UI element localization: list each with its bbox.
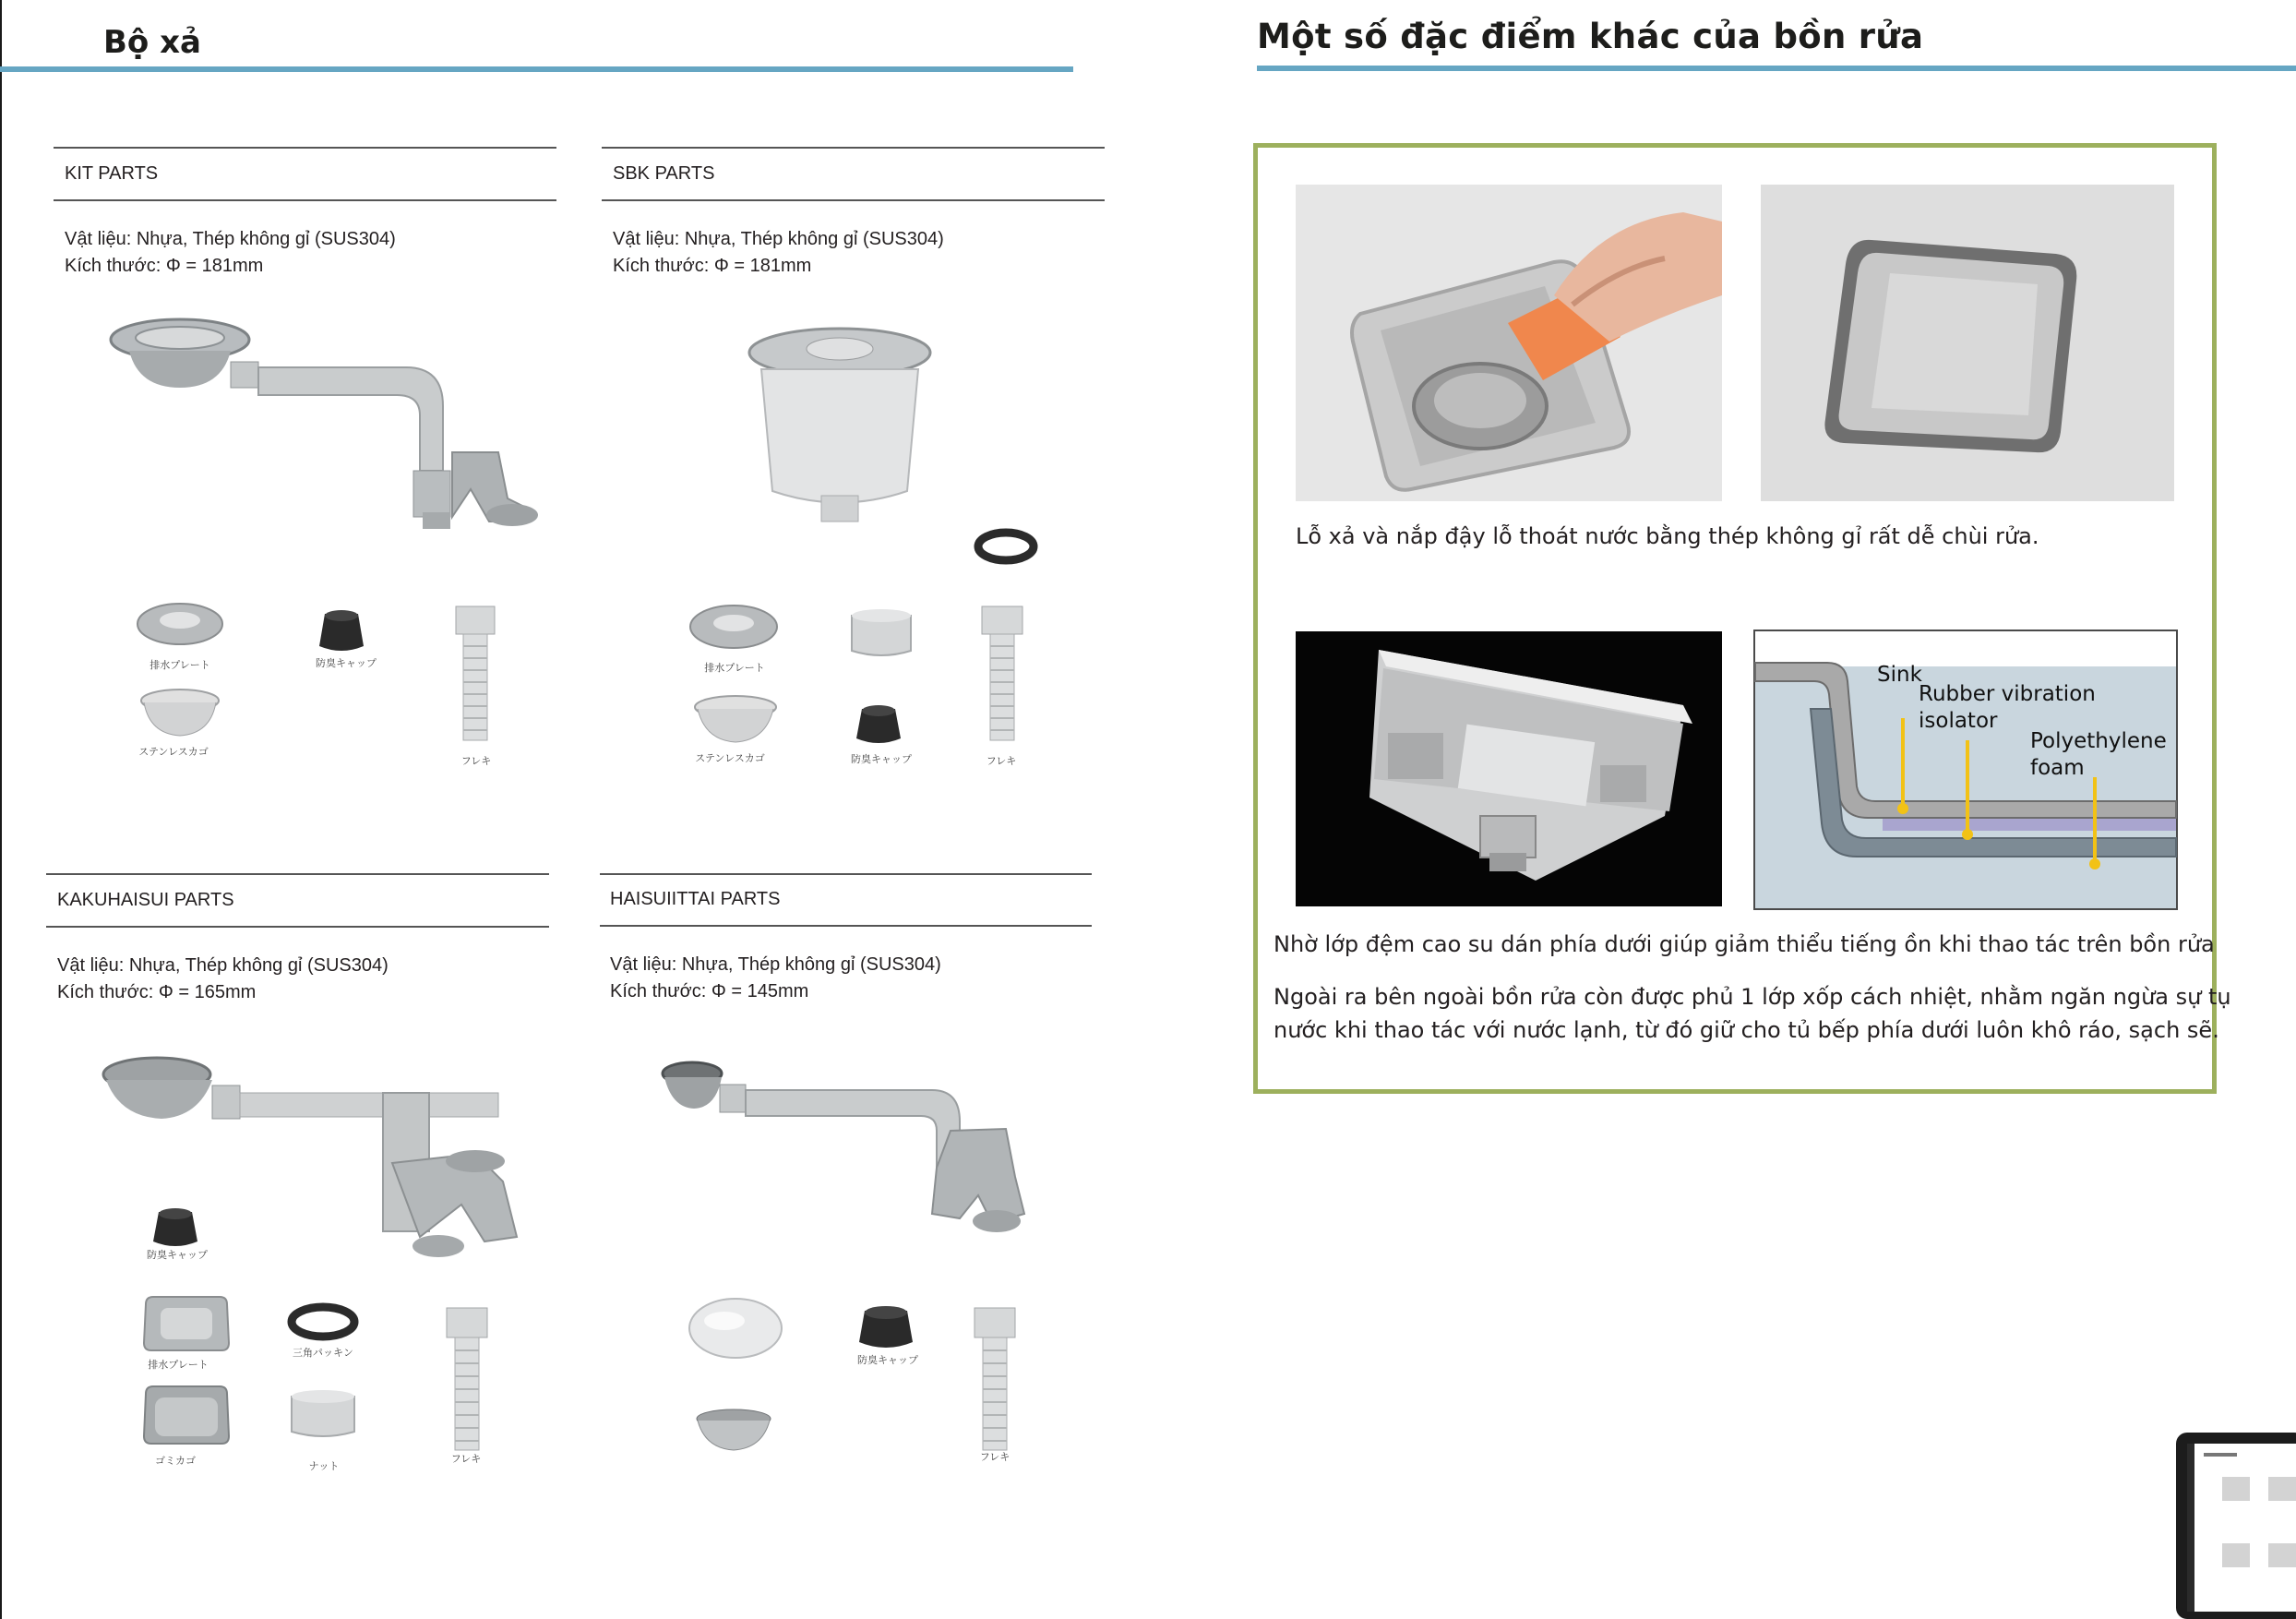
sbk-strainer-image xyxy=(743,325,937,528)
sbk-label-2: ステンレスカゴ xyxy=(695,753,765,764)
kaku-size: Kích thước: Φ = 165mm xyxy=(57,982,257,1002)
kaku-bottom-rule xyxy=(46,926,549,928)
left-heading-rule xyxy=(0,66,1073,72)
kit-label-2: 防臭キャップ xyxy=(316,658,377,669)
diagram-label-rubber-1: Rubber vibration xyxy=(1919,682,2096,706)
kaku-drain-plate-image xyxy=(138,1295,235,1355)
left-page-heading: Bộ xả xyxy=(103,24,201,61)
haisui-basket-image xyxy=(692,1408,775,1454)
right-heading-rule xyxy=(1257,66,2296,71)
kaku-label-5: ナット xyxy=(308,1461,340,1472)
kaku-title: KAKUHAISUI PARTS xyxy=(57,890,234,910)
kaku-label-1: 防臭キャップ xyxy=(147,1250,208,1261)
kaku-material: Vật liệu: Nhựa, Thép không gỉ (SUS304) xyxy=(57,955,389,976)
kit-label-3: ステンレスカゴ xyxy=(138,747,209,758)
kaku-odor-cap-image xyxy=(148,1205,203,1251)
haisui-drain-assembly-image xyxy=(655,1057,1034,1251)
kit-flex-hose-image xyxy=(452,605,498,743)
kit-drain-assembly-image xyxy=(102,314,544,545)
sbk-basket-image xyxy=(692,694,780,748)
haisui-cover-image xyxy=(688,1297,784,1361)
sbk-odor-cap-image xyxy=(851,702,906,748)
caption-foam-line-2: nước khi thao tác với nước lạnh, từ đó giữ cho tủ bếp phía dưới luôn khô ráo, sạch sẽ. xyxy=(1274,1017,2219,1043)
haisui-label-1: 防臭キャップ xyxy=(857,1355,918,1366)
sbk-material: Vật liệu: Nhựa, Thép không gỉ (SUS304) xyxy=(613,229,944,249)
kit-basket-image xyxy=(138,688,221,743)
kit-bottom-rule xyxy=(54,199,556,201)
page-thumbnail-preview xyxy=(2176,1433,2296,1619)
kaku-flex-hose-image xyxy=(443,1306,491,1454)
kaku-label-4: ゴミカゴ xyxy=(155,1456,196,1467)
sbk-top-rule xyxy=(602,147,1105,149)
kit-drain-plate-image xyxy=(134,600,235,655)
sbk-title: SBK PARTS xyxy=(613,163,715,184)
kaku-top-rule xyxy=(46,873,549,875)
kaku-nut-image xyxy=(286,1387,360,1443)
page-edge xyxy=(0,0,2,1619)
sink-cross-section-diagram xyxy=(1753,630,2178,910)
kaku-label-2: 排水プレート xyxy=(148,1360,209,1371)
sbk-bottom-rule xyxy=(602,199,1105,201)
diagram-label-foam-2: foam xyxy=(2030,756,2085,780)
haisui-title: HAISUIITTAI PARTS xyxy=(610,889,781,909)
diagram-label-foam-1: Polyethylene xyxy=(2030,729,2167,753)
haisui-odor-cap-image xyxy=(854,1303,918,1354)
caption-drain-cleaning: Lỗ xả và nắp đậy lỗ thoát nước bằng thép không gỉ rất dễ chùi rửa. xyxy=(1296,523,2039,549)
kaku-gasket-image xyxy=(286,1301,360,1343)
sbk-label-3: 防臭キャップ xyxy=(851,754,912,765)
sbk-size: Kích thước: Φ = 181mm xyxy=(613,256,812,276)
sbk-label-4: フレキ xyxy=(986,756,1017,767)
haisui-bottom-rule xyxy=(600,925,1092,927)
drain-cleaning-photo xyxy=(1296,185,1722,501)
haisui-material: Vật liệu: Nhựa, Thép không gỉ (SUS304) xyxy=(610,954,941,975)
sbk-nut-image xyxy=(844,606,918,662)
kit-title: KIT PARTS xyxy=(65,163,159,184)
sbk-label-1: 排水プレート xyxy=(704,663,765,674)
diagram-label-sink: Sink xyxy=(1877,663,1922,687)
sink-underside-photo xyxy=(1296,631,1722,906)
kaku-trash-basket-image xyxy=(138,1385,235,1449)
caption-rubber-isolator: Nhờ lớp đệm cao su dán phía dưới giúp giảm thiểu tiếng ồn khi thao tác trên bồn rửa xyxy=(1274,931,2215,957)
kit-label-4: フレキ xyxy=(460,756,492,767)
kit-label-1: 排水プレート xyxy=(149,660,210,671)
kaku-label-3: 三角パッキン xyxy=(293,1348,353,1359)
haisui-flex-hose-image xyxy=(971,1306,1019,1454)
right-page-heading: Một số đặc điểm khác của bồn rửa xyxy=(1257,17,1924,56)
drain-cover-photo xyxy=(1761,185,2174,501)
sbk-drain-plate-image xyxy=(688,603,784,656)
caption-foam-line-1: Ngoài ra bên ngoài bồn rửa còn được phủ 1 lớp xốp cách nhiệt, nhằm ngăn ngừa sự tụ xyxy=(1274,984,2231,1010)
sbk-gasket-ring-image xyxy=(974,528,1038,565)
haisui-label-2: フレキ xyxy=(979,1452,1010,1463)
kit-size: Kích thước: Φ = 181mm xyxy=(65,256,264,276)
sbk-flex-hose-image xyxy=(978,605,1026,743)
kaku-label-6: フレキ xyxy=(450,1454,482,1465)
kit-material: Vật liệu: Nhựa, Thép không gỉ (SUS304) xyxy=(65,229,396,249)
haisui-size: Kích thước: Φ = 145mm xyxy=(610,981,809,1001)
kit-odor-cap-image xyxy=(314,605,369,660)
kit-top-rule xyxy=(54,147,556,149)
haisui-top-rule xyxy=(600,873,1092,875)
diagram-label-rubber-2: isolator xyxy=(1919,709,1998,733)
